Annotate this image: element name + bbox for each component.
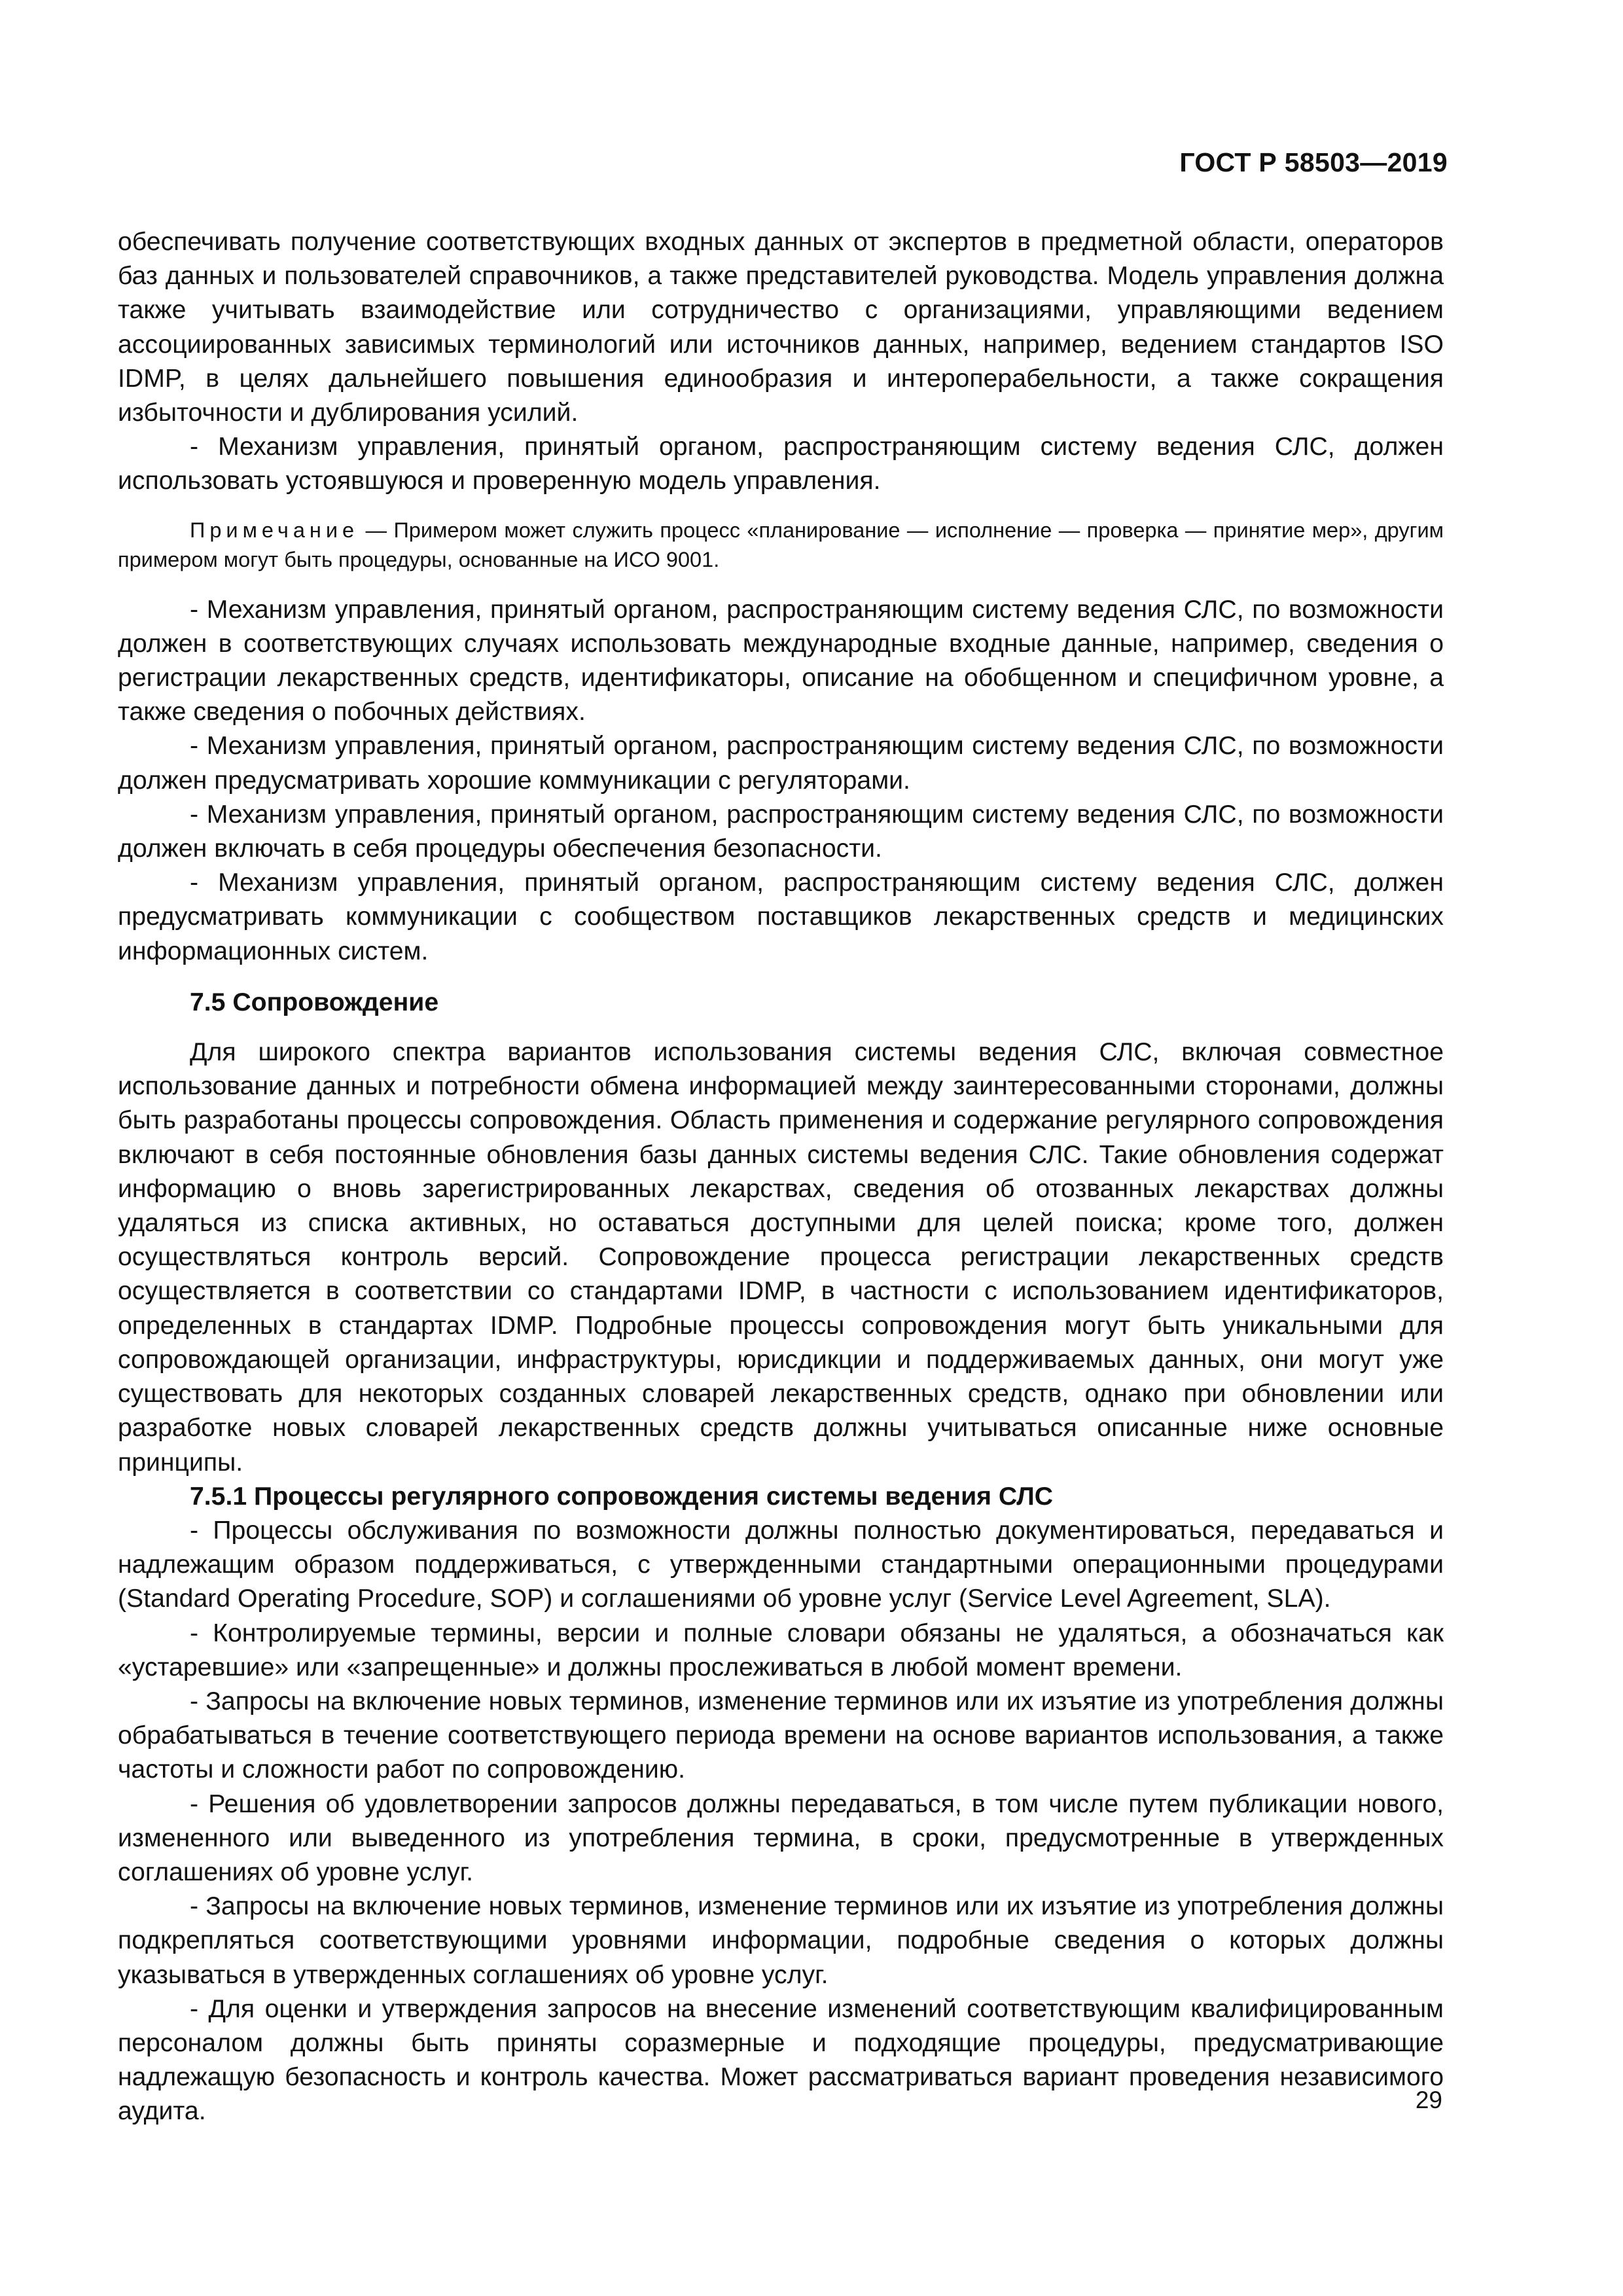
body-paragraph: - Запросы на включение новых терминов, изменение терминов или их изъятие из употребления должны обрабатываться в течение соответствующего периода времени на основе вариантов использования, а также частоты и сложности работ по сопровождению. <box>118 1687 1444 1784</box>
body-paragraph: - Решения об удовлетворении запросов должны передаваться, в том числе путем публикации нового, измененного или выведенного из употребления термина, в сроки, предусмотренные в утвержденных соглашениях об уровне услуг. <box>118 1789 1444 1886</box>
body-paragraph: - Механизм управления, принятый органом, распространяющим систему ведения СЛС, должен предусматривать коммуникации с сообществом поставщиков лекарственных средств и медицинских информационных систем. <box>118 869 1444 965</box>
body-paragraph: - Для оценки и утверждения запросов на внесение изменений соответствующим квалифицированным персоналом должны быть приняты соразмерные и подходящие процедуры, предусматривающие надлежащую безопасность и контроль качества. Может рассматриваться вариант проведения независимого аудита. <box>118 1994 1444 2126</box>
body-paragraph: - Контролируемые термины, версии и полные словари обязаны не удаляться, а обозначаться как «устаревшие» или «запрещенные» и должны прослеживаться в любой момент времени. <box>118 1619 1444 1681</box>
body-paragraph: Для широкого спектра вариантов использования системы ведения СЛС, включая совместное использование данных и потребности обмена информацией между заинтересованными сторонами, должны быть разработаны процессы сопровождения. Область применения и содержание регулярного сопровождения включают в себя постоянные обновления базы данных системы ведения СЛС. Такие обновления содержат информацию о вновь зарегистрированных лекарствах, сведения об отозванных лекарствах должны удаляться из списка активных, но оставаться доступными для целей поиска; кроме того, должен осуществляться контроль версий. Сопровождение процесса регистрации лекарственных средств осуществляется в соответствии со стандартами IDMP, в частности с использованием идентификаторов, определенных в стандартах IDMP. Подробные процессы сопровождения могут быть уникальными для сопровождающей организации, инфраструктуры, юрисдикции и поддерживаемых данных, они могут уже существовать для некоторых созданных словарей лекарственных средств, однако при обновлении или разработке новых словарей лекарственных средств должны учитываться описанные ниже основные принципы. <box>118 1038 1444 1477</box>
body-paragraph: - Запросы на включение новых терминов, изменение терминов или их изъятие из употребления должны подкрепляться соответствующими уровнями информации, подробные сведения о которых должны указываться в утвержденных соглашениях об уровне услуг. <box>118 1892 1444 1989</box>
body-paragraph: - Механизм управления, принятый органом, распространяющим систему ведения СЛС, должен использовать устоявшуюся и проверенную модель управления. <box>118 433 1444 495</box>
document-header-standard: ГОСТ Р 58503—2019 <box>1179 147 1448 177</box>
body-paragraph: - Механизм управления, принятый органом, распространяющим систему ведения СЛС, по возможности должен предусматривать хорошие коммуникации с регуляторами. <box>118 732 1444 795</box>
subsection-heading-7-5-1: 7.5.1 Процессы регулярного сопровождения системы ведения СЛС <box>190 1482 1054 1511</box>
page-content <box>118 225 1444 2129</box>
section-heading-7-5: 7.5 Сопровождение <box>190 988 439 1016</box>
note-paragraph <box>118 516 1444 575</box>
body-paragraph: - Процессы обслуживания по возможности должны полностью документироваться, передаваться и надлежащим образом поддерживаться, с утвержденными стандартными операционными процедурами (Standard Operating Procedure, SOP) и соглашениями об уровне услуг (Service Level Agreement, SLA). <box>118 1516 1444 1613</box>
note-text: — Примером может служить процесс «планирование — исполнение — проверка — принятие мер», другим примером могут быть процедуры, основанные на ИСО 9001. <box>118 518 1444 571</box>
note-label: Примечание <box>190 518 359 542</box>
page-number: 29 <box>1415 2087 1442 2113</box>
body-paragraph: - Механизм управления, принятый органом, распространяющим систему ведения СЛС, по возможности должен в соответствующих случаях использовать международные входные данные, например, сведения о регистрации лекарственных средств, идентификаторы, описание на обобщенном и специфичном уровне, а также сведения о побочных действиях. <box>118 595 1444 726</box>
body-paragraph: обеспечивать получение соответствующих входных данных от экспертов в предметной области, операторов баз данных и пользователей справочников, а также представителей руководства. Модель управления должна также учитывать взаимодействие или сотрудничество с организациями, управляющими ведением ассоциированных зависимых терминологий или источников данных, например, ведением стандартов ISO IDMP, в целях дальнейшего повышения единообразия и интероперабельности, а также сокращения избыточности и дублирования усилий. <box>118 228 1444 427</box>
body-paragraph: - Механизм управления, принятый органом, распространяющим систему ведения СЛС, по возможности должен включать в себя процедуры обеспечения безопасности. <box>118 800 1444 863</box>
